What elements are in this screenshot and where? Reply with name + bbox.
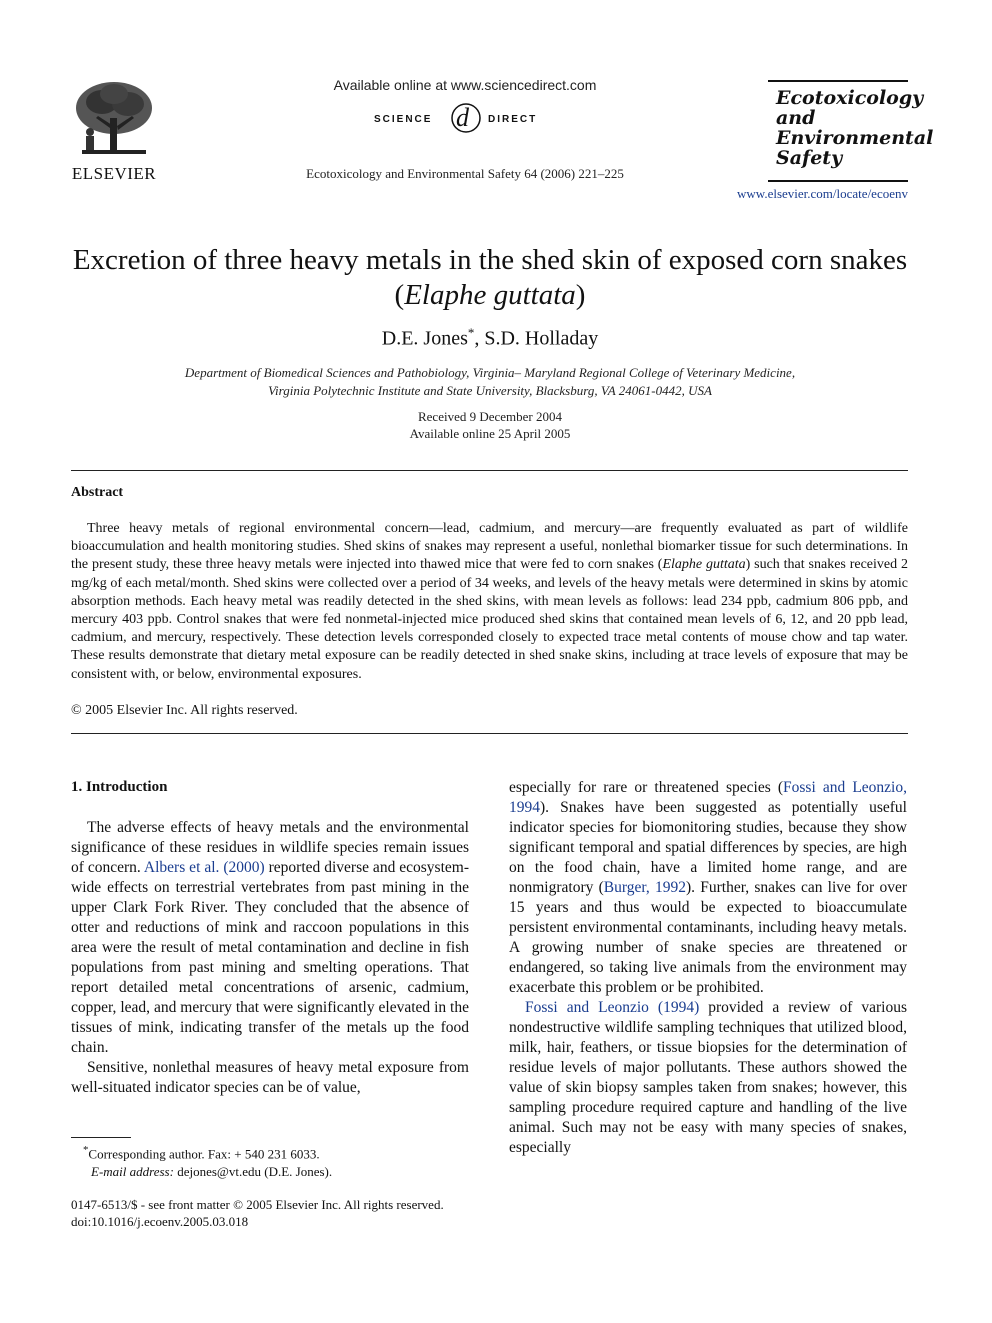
title-close: )	[575, 279, 586, 311]
sd-logo-left-text: SCIENCE	[374, 114, 433, 125]
footnote-email	[71, 1163, 471, 1181]
abstract-text-part-b: ) such that snakes received 2 mg/kg of each metal/month. Shed skins were collected over a period of 34 weeks, and levels of the heavy metals were determined in skins by atomic absorption methods. Each heavy metal was readily detected in the shed skins, with mean levels as follows: lead 234 ppb, cadmium 806 ppb, and mercury 403 ppb. Control snakes that were fed nonmetal-injected mice produced shed skins that contained mean levels of 6, 12, and 20 ppb lead, cadmium, and mercury, respectively. These detection levels corresponded closely to expected trace metal contents of mouse chow and tap water. These results demonstrate that dietary metal exposure can be readily detected in shed snake skins, including at trace levels of exposure that may be consistent with, or below, environmental exposures.	[71, 557, 908, 682]
front-matter	[71, 1196, 501, 1230]
journal-title-box	[768, 80, 934, 182]
abstract-text	[71, 520, 908, 684]
footnote-rule	[71, 1137, 131, 1138]
citation-albers-2000[interactable]: Albers et al. (2000)	[143, 859, 265, 876]
issn-line: 0147-6513/$ - see front matter © 2005 Elsevier Inc. All rights reserved.	[71, 1197, 444, 1212]
sd-logo-right-text: DIRECT	[488, 114, 538, 125]
left-column	[71, 818, 469, 1098]
elsevier-wordmark: ELSEVIER	[71, 164, 157, 183]
journal-title: Ecotoxicology and Environmental Safety	[776, 87, 934, 169]
footnote-corresponding-text: Corresponding author. Fax: + 540 231 6033.	[88, 1146, 320, 1162]
article-dates	[71, 408, 909, 442]
citation-fossi-leonzio-1994[interactable]: Fossi and Leonzio, 1994	[509, 779, 907, 816]
affiliation-line-2: Virginia Polytechnic Institute and State University, Blacksburg, VA 24061-0442, USA	[268, 383, 712, 398]
footnote-corresponding	[71, 1141, 471, 1163]
right-p2-text: provided a review of various nondestructive wildlife sampling techniques that utilized blood, milk, hair, feathers, or tissue biopsies for the determination of residue levels of major pollutants. These authors showed the value of skin biopsy samples taken from snakes; however, this sampling procedure required capture and handling of the live animal. Such may not be easy with many species of snakes, especially	[509, 999, 907, 1156]
citation-fossi-leonzio-1994-b[interactable]: Fossi and Leonzio (1994)	[525, 999, 700, 1016]
elsevier-logo	[68, 78, 160, 184]
left-paragraph-1	[71, 818, 469, 1058]
right-p1-text-c: ). Further, snakes can live for over 15 years and thus would be expected to bioaccumulate persistent environmental contaminants, including heavy metals. A growing number of snake species are threatened or endangered, so taking live animals from the environment may exacerbate this problem or be prohibited.	[509, 879, 907, 996]
journal-reference: Ecotoxicology and Environmental Safety 64 (2006) 221–225	[306, 166, 624, 181]
email-address[interactable]: dejones@vt.edu (D.E. Jones).	[173, 1164, 333, 1180]
title-species: Elaphe guttata	[404, 279, 576, 311]
author-holladay[interactable]: S.D. Holladay	[484, 327, 599, 350]
affiliation	[71, 364, 909, 400]
left-p1-text-b: reported diverse and ecosystem-wide effects on terrestrial vertebrates from past mining in the upper Clark Fork River. They concluded that the absence of otter and reductions of mink and raccoon populations in this area were the result of metal contamination and decline in fish populations from past mining and smelting operations. That report detailed metal concentrations of arsenic, cadmium, copper, lead, and mercury that were significantly elevated in the tissues of mink, indicating transfer of the metals up the food chain.	[71, 859, 469, 1056]
sciencedirect-logo-icon	[370, 98, 560, 138]
abstract-text-part-a: Three heavy metals of regional environmental concern—lead, cadmium, and mercury—are frequently evaluated as part of wildlife bioaccumulation and health monitoring studies. Shed skins of snakes may represent a useful, nonlethal biomarker tissue for such determinations. In the present study, these three heavy metals were injected into thawed mice that were fed to corn snakes (	[71, 521, 908, 573]
author-separator: ,	[474, 327, 485, 350]
left-p1-text-a: The adverse effects of heavy metals and the environmental significance of these residues in wildlife species remain issues of concern.	[71, 819, 469, 876]
abstract-copyright: © 2005 Elsevier Inc. All rights reserved.	[71, 703, 298, 718]
sciencedirect-logo	[370, 98, 560, 138]
journal-url-link[interactable]: www.elsevier.com/locate/ecoenv	[737, 186, 908, 201]
received-date: Received 9 December 2004	[417, 409, 563, 424]
corresponding-mark[interactable]: *	[467, 325, 475, 340]
available-date: Available online 25 April 2005	[409, 426, 571, 441]
abstract-heading: Abstract	[71, 485, 124, 500]
article-title	[71, 243, 909, 313]
doi-line[interactable]: doi:10.1016/j.ecoenv.2005.03.018	[71, 1214, 249, 1229]
section-heading-introduction: 1. Introduction	[71, 779, 168, 795]
sd-logo-mark-text: d	[456, 103, 469, 132]
footnote-mark: *	[83, 1144, 89, 1156]
author-jones[interactable]: D.E. Jones	[381, 327, 468, 350]
author-list	[71, 325, 909, 351]
affiliation-line-1: Department of Biomedical Sciences and Pathobiology, Virginia– Maryland Regional College of Veterinary Medicine,	[184, 365, 796, 380]
left-paragraph-2: Sensitive, nonlethal measures of heavy metal exposure from well-situated indicator species can be of value,	[71, 1059, 469, 1096]
right-paragraph-2	[509, 998, 907, 1158]
right-paragraph-1	[509, 778, 907, 998]
rule-abstract-bottom	[71, 733, 908, 734]
rule-top	[71, 470, 908, 471]
footnote	[71, 1141, 471, 1181]
right-p1-text-b: ). Snakes have been suggested as potentially useful indicator species for biomonitoring studies, because they show significant temporal and spatial differences by species, are high on the food chain, have a limited home range, and are nonmigratory (	[509, 799, 907, 896]
citation-burger-1992[interactable]: Burger, 1992	[603, 879, 687, 896]
elsevier-tree-icon	[72, 78, 156, 162]
email-label: E-mail address:	[91, 1164, 174, 1180]
right-column	[509, 778, 907, 1158]
available-online-text[interactable]: Available online at www.sciencedirect.com	[333, 77, 597, 93]
title-main: Excretion of three heavy metals in the shed skin of exposed corn snakes (	[72, 244, 908, 311]
right-p1-text-a: especially for rare or threatened species (	[509, 779, 784, 796]
abstract-species: Elaphe guttata	[662, 557, 746, 573]
